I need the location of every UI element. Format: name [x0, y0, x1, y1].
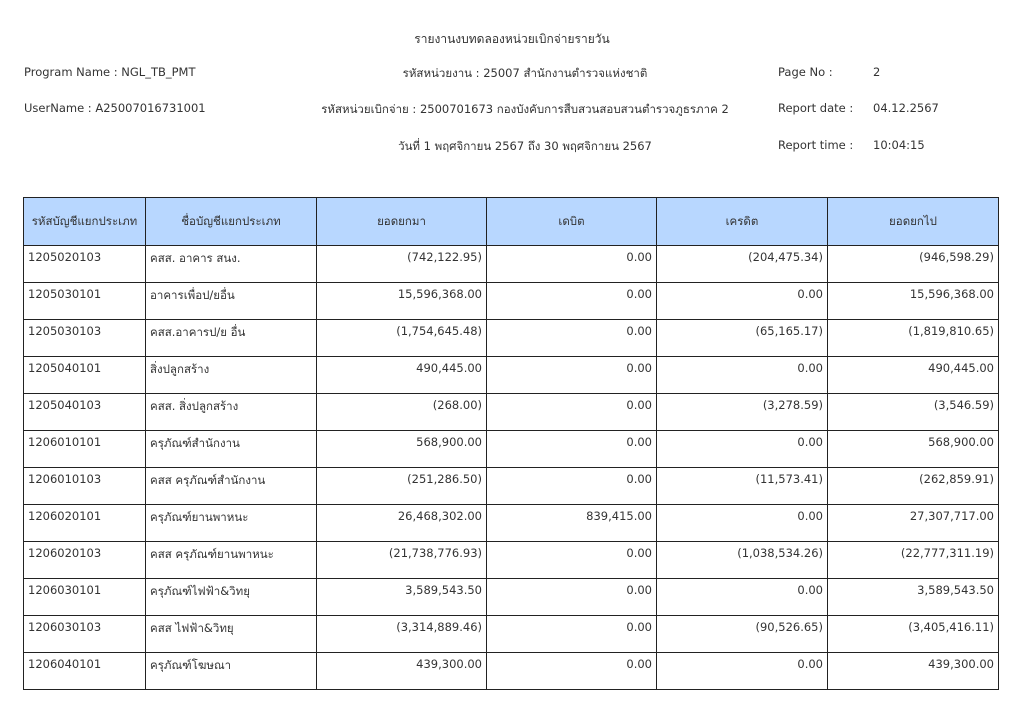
cell-debit: 0.00: [487, 616, 657, 653]
cell-closing-balance: 568,900.00: [828, 431, 999, 468]
cell-account-code: 1205040101: [24, 357, 146, 394]
user-name: UserName : A25007016731001: [24, 101, 206, 115]
cell-credit: 0.00: [657, 505, 828, 542]
table-row: [24, 505, 999, 542]
cell-credit: 0.00: [657, 431, 828, 468]
cell-opening-balance: 3,589,543.50: [317, 579, 487, 616]
report-title: รายงานงบทดลองหน่วยเบิกจ่ายรายวัน: [414, 32, 610, 46]
cell-credit: (1,038,534.26): [657, 542, 828, 579]
cell-closing-balance: 490,445.00: [828, 357, 999, 394]
table-row: [24, 542, 999, 579]
cell-account-name: คสส ไฟฟ้า&วิทยุ: [146, 616, 317, 653]
cell-account-name: สิ่งปลูกสร้าง: [146, 357, 317, 394]
cell-account-code: 1205040103: [24, 394, 146, 431]
cell-closing-balance: (22,777,311.19): [828, 542, 999, 579]
cell-opening-balance: (21,738,776.93): [317, 542, 487, 579]
cell-credit: 0.00: [657, 283, 828, 320]
cell-account-code: 1206040101: [24, 653, 146, 690]
trial-balance-table: [23, 197, 999, 690]
table-row: [24, 394, 999, 431]
cell-opening-balance: (742,122.95): [317, 246, 487, 283]
cell-closing-balance: 27,307,717.00: [828, 505, 999, 542]
cell-closing-balance: (3,405,416.11): [828, 616, 999, 653]
page-no-value: 2: [873, 65, 881, 79]
report-date-label: Report date :: [778, 101, 854, 115]
cell-credit: (65,165.17): [657, 320, 828, 357]
cell-account-name: ครุภัณฑ์โฆษณา: [146, 653, 317, 690]
cell-account-name: อาคารเพื่อป/ยอื่น: [146, 283, 317, 320]
cell-debit: 0.00: [487, 468, 657, 505]
column-header-debit: เดบิต: [487, 198, 657, 246]
cell-account-code: 1205020103: [24, 246, 146, 283]
table-row: [24, 616, 999, 653]
cell-account-code: 1206030103: [24, 616, 146, 653]
table-body: [24, 246, 999, 690]
report-time-value: 10:04:15: [873, 138, 925, 152]
table-row: [24, 468, 999, 505]
table-row: [24, 653, 999, 690]
cell-opening-balance: (3,314,889.46): [317, 616, 487, 653]
cell-opening-balance: (251,286.50): [317, 468, 487, 505]
table-row: [24, 320, 999, 357]
cell-closing-balance: (3,546.59): [828, 394, 999, 431]
cell-debit: 0.00: [487, 579, 657, 616]
cell-debit: 0.00: [487, 542, 657, 579]
page-no-label: Page No :: [778, 65, 833, 79]
cell-account-code: 1206030101: [24, 579, 146, 616]
table-header-row: [24, 198, 999, 246]
table-row: [24, 579, 999, 616]
cell-credit: (3,278.59): [657, 394, 828, 431]
cell-debit: 0.00: [487, 283, 657, 320]
agency-code: รหัสหน่วยงาน : 25007 สำนักงานตำรวจแห่งชาติ: [402, 66, 648, 80]
column-header-credit: เครดิต: [657, 198, 828, 246]
cell-debit: 0.00: [487, 431, 657, 468]
cell-credit: (11,573.41): [657, 468, 828, 505]
cell-account-name: คสส.อาคารป/ย อื่น: [146, 320, 317, 357]
column-header-account-code: รหัสบัญชีแยกประเภท: [24, 198, 146, 246]
cell-opening-balance: 490,445.00: [317, 357, 487, 394]
cell-closing-balance: 439,300.00: [828, 653, 999, 690]
cell-closing-balance: (946,598.29): [828, 246, 999, 283]
table-row: [24, 246, 999, 283]
report-time-label: Report time :: [778, 138, 854, 152]
cell-account-name: คสส ครุภัณฑ์ยานพาหนะ: [146, 542, 317, 579]
cell-account-name: ครุภัณฑ์สำนักงาน: [146, 431, 317, 468]
cell-credit: 0.00: [657, 357, 828, 394]
cell-credit: (90,526.65): [657, 616, 828, 653]
date-range: วันที่ 1 พฤศจิกายน 2567 ถึง 30 พฤศจิกายน 2567: [398, 139, 652, 153]
cell-account-name: คสส. สิ่งปลูกสร้าง: [146, 394, 317, 431]
cell-credit: (204,475.34): [657, 246, 828, 283]
cell-closing-balance: 3,589,543.50: [828, 579, 999, 616]
cell-debit: 0.00: [487, 246, 657, 283]
report-date-value: 04.12.2567: [873, 101, 939, 115]
cell-opening-balance: 439,300.00: [317, 653, 487, 690]
column-header-opening-balance: ยอดยกมา: [317, 198, 487, 246]
cell-opening-balance: 15,596,368.00: [317, 283, 487, 320]
cell-opening-balance: (1,754,645.48): [317, 320, 487, 357]
cell-debit: 0.00: [487, 320, 657, 357]
cell-debit: 0.00: [487, 357, 657, 394]
cell-account-name: คสส. อาคาร สนง.: [146, 246, 317, 283]
program-name: Program Name : NGL_TB_PMT: [24, 65, 196, 79]
cell-debit: 839,415.00: [487, 505, 657, 542]
column-header-account-name: ชื่อบัญชีแยกประเภท: [146, 198, 317, 246]
cell-account-name: ครุภัณฑ์ยานพาหนะ: [146, 505, 317, 542]
column-header-closing-balance: ยอดยกไป: [828, 198, 999, 246]
cell-credit: 0.00: [657, 579, 828, 616]
cell-closing-balance: 15,596,368.00: [828, 283, 999, 320]
cell-account-name: ครุภัณฑ์ไฟฟ้า&วิทยุ: [146, 579, 317, 616]
cell-credit: 0.00: [657, 653, 828, 690]
disbursing-unit-code: รหัสหน่วยเบิกจ่าย : 2500701673 กองบังคับการสืบสวนสอบสวนตำรวจภูธรภาค 2: [321, 102, 729, 116]
cell-opening-balance: (268.00): [317, 394, 487, 431]
cell-account-code: 1206010101: [24, 431, 146, 468]
cell-account-code: 1205030103: [24, 320, 146, 357]
table-row: [24, 431, 999, 468]
cell-opening-balance: 26,468,302.00: [317, 505, 487, 542]
cell-debit: 0.00: [487, 653, 657, 690]
cell-account-code: 1206020103: [24, 542, 146, 579]
cell-account-code: 1206020101: [24, 505, 146, 542]
cell-opening-balance: 568,900.00: [317, 431, 487, 468]
cell-closing-balance: (262,859.91): [828, 468, 999, 505]
cell-account-code: 1205030101: [24, 283, 146, 320]
cell-debit: 0.00: [487, 394, 657, 431]
table-row: [24, 283, 999, 320]
cell-account-code: 1206010103: [24, 468, 146, 505]
cell-account-name: คสส ครุภัณฑ์สำนักงาน: [146, 468, 317, 505]
cell-closing-balance: (1,819,810.65): [828, 320, 999, 357]
table-row: [24, 357, 999, 394]
